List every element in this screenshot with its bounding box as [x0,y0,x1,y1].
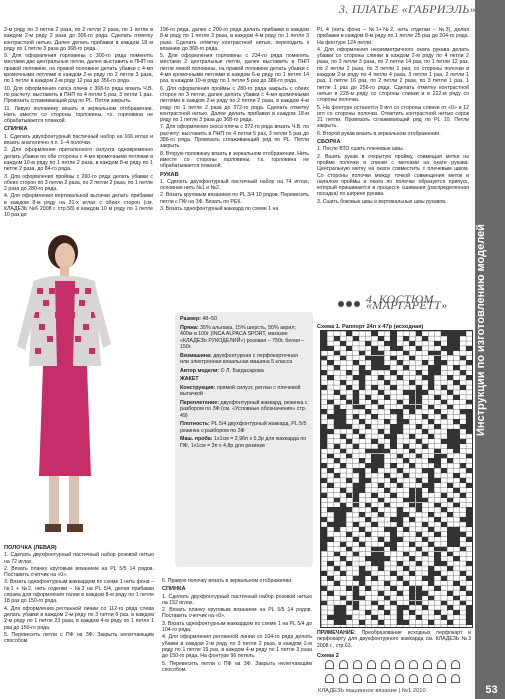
model-photo [3,226,153,541]
sidebar-text: Инструкции по изготовлению моделей [475,224,487,436]
chart-cell [422,336,428,341]
size-label: Размер: [180,316,201,322]
chart-cell [434,370,440,375]
chart-cell [378,566,384,571]
probe-value: 1х1см = 2,96п х 5,3р для жаккарда по ПФ, 1х1см = 3п х 4,8р для резинки [180,436,307,449]
chart-cell [327,483,333,488]
chart-cell [453,556,459,561]
chart-cell [327,591,333,596]
paragraph: 9. Для оформления горловины с 300-го ряда поменять местами две центральные петли, далее выставить в ПНП на правой половине, на правой половине делать убавки с 4-мя кромочными петлями в каждом 2-м ряду по 2 петли 3 раза, по 1 петле в каждом 2-м ряду 12 раз до 356-го ряда. [4,53,153,85]
chart-cell [346,346,352,351]
chart-cell [409,571,415,576]
chart-cell [466,591,472,596]
author-label: Автор модели: [180,367,220,374]
machine-label: Вязмашина: [180,352,212,359]
chart-cell [434,424,440,429]
paragraph: 6. Для оформления проймы с 280-го ряда закрыть с обеих сторон по 3 петли, далее делать убавки с 4-мя кромочными петлями в каждом 2-м ряду по 2 петли 2 раза, в каждом 4-м ряду по 1 петле 2 раза до 372-го ряда. Сделать отметку контрастной нитью. Далее делать прибавки в каждом 18-м ряду по 1 петле 3 раза до 368-го ряда. [160,85,309,124]
heading-back: СПИНКА [4,126,28,133]
machine-value: двухфонтурная с перфокарточная или электронная вязальная машина 5 класса [180,352,298,365]
paragraph: PL 4 (нить фона – №1+№2, нить отделки – №3), делая прибавки в каждом 8-м ряду по 1 петле 25 раз до 204-го ряда. На фонтуре 124 петли. [317,27,469,46]
chart-cell [403,473,409,478]
chart-cell [466,429,472,434]
chart-cell [346,454,352,459]
chart-cell [334,473,340,478]
page-number: 53 [478,682,505,699]
construction-label: Конструкция: [180,384,216,391]
chart-cell [416,454,422,459]
chart-cell [453,610,459,615]
chart-cell [434,532,440,537]
chart-cell [384,610,390,615]
paragraph: 10. Для оформления скоса плеча с 368-го ряда вязать Ч.В. по расчету: выставить в ПНП по 4 петли 5 раз, 3 петли 1 раз. Провязать сглаживающий ряд по PL. Петли закрыть. [4,85,153,105]
size-value: 48–50 [202,316,218,322]
chart-cell [428,488,434,493]
chart-cell [384,503,390,508]
middle-bottom-column [162,578,312,692]
chart-cell [428,596,434,601]
heading-sleeve: РУКАВ [160,171,179,178]
chart-cell [453,503,459,508]
chart-cell [334,581,340,586]
chart-cell [466,400,472,405]
chart-cell [460,331,466,336]
paragraph: 196-го ряда, далее с 200-го ряда делать прибавки в каждом 8-м ряду по 1 петле 3 раза, в каждом 4-м ряду по 1 петле 3 раза. Сделать отметку контрастной нитью, переходить к вязанию до 368-го ряда. [160,27,309,52]
chart-cell [447,458,453,463]
chart-cell [460,439,466,444]
chart-cell [384,556,390,561]
chart-cell [447,566,453,571]
chart-cell [397,483,403,488]
chart-cell [460,547,466,552]
chart-cell [466,620,472,625]
chart-cell [353,444,359,449]
chart-cell [453,449,459,454]
paragraph: 2. Вязать круговым вязанием по PL 3/4 10 рядов. Перевесить петли с ПФ на ЗФ. Вязать по РЕК. [160,192,309,205]
chart-cell [397,429,403,434]
paragraph: 6. Правую полочку вязать в зеркальном отображении. [162,578,293,584]
chart-cell [422,498,428,503]
note-block [317,630,471,652]
chart-cell [460,385,466,390]
chart-cell [371,576,377,581]
chart-cell [378,620,384,625]
chart-cell [397,591,403,596]
construction-value: прямой силуэт, реглан с плечевой вытачкой [180,384,301,397]
paragraph: 3. Вязать однофонтурным жаккардом по схеме 1 на PL 5/4 до 104-го ряда. [162,620,312,634]
chart-cell [466,483,472,488]
chart-cell [466,522,472,527]
chart-cell [340,571,346,576]
stitch-diagram [325,660,473,686]
paragraph: 3. Сшить боковые швы и вертикальные швы рукавов. [317,198,447,205]
chart-cell [340,522,346,527]
chart-cell [371,468,377,473]
paragraph: 1. Сделать двухфонтурный пастичный набор на 74 иглах, основная нить №1 и №2. [160,178,309,192]
density-label: Плотность: [180,421,210,427]
heading-back: СПИНКА [162,586,186,593]
chart-cell [321,601,327,606]
chart-cell [441,576,447,581]
chart-cell [403,419,409,424]
chart-cell [447,512,453,517]
heading-assembly: СБОРКА [317,139,341,146]
chart-cell [365,424,371,429]
chart-cell [409,463,415,468]
chart-cell [390,385,396,390]
paragraph: 5. Перевесить петли с ПФ на ЗФ. Закрыть нелегчающим способом. [4,631,154,645]
chart-cell [353,605,359,610]
weave-value: двухфонтурный жаккард, резинка с разбором по ЗФ (см. «Условные обозначения» стр. 49) [180,399,308,419]
chart-cell [428,385,434,390]
bullet-dots [338,301,360,307]
chart-cell [409,356,415,361]
chart-cell [416,346,422,351]
chart-cell [365,478,371,483]
chart-cell [371,414,377,419]
chart-cell [353,503,359,508]
chart-cell [403,620,409,625]
chart-cell [422,444,428,449]
chart-cell [390,547,396,552]
note-label: ПРИМЕЧАНИЕ: [317,630,356,636]
chart-cell [378,512,384,517]
chart-cell [453,395,459,400]
section-title-dress: 3. ПЛАТЬЕ «ГАБРИЭЛЬ» [339,2,476,16]
chart-cell [371,522,377,527]
chart-cell [378,463,384,468]
chart-cell [365,370,371,375]
paragraph: 4. Для оформления регланной линии со 112-го ряда слева делать убавки в каждом 2-м ряду по 3 петли 6 раз, в каждом 2-м ряду по 1 петле 23 раза, в каждом 4-м ряду по 1 петле 1 раз до 150-го ряда. [4,605,154,631]
chart-cell [434,478,440,483]
chart-cell [434,586,440,591]
woman-figure-image [3,226,153,541]
author-value: © Л. Багдасарова [220,367,264,374]
paragraph: 2. Для оформления приталенного силуэта одновременно делать убавки по обе стороны с 4-мя кромочными петлями в каждом 10-м ряду по 1 петле 2 раза, в каждом 8-м ряду по 1 петле 2 раза, до 84-го ряда. [4,147,153,173]
paragraph: 5. На фонтуре останется 9 игл со стороны слинки от «0» и 12 игл со стороны полочки. Отметить контрастной нитью сорок 21 петли. Провязать сглаживающий ряд по PL 10. Петли закрыть. [317,104,469,130]
schema-1-title: Схема 1. Раппорт 24п х 47р (исходная) [317,324,424,330]
chart-cell [346,615,352,620]
note-text: Преобразование исходных перфокарт и перфокарту для двухфонтурного жаккарда см. КЛАДЕЗЬ №3 2008 г., стр.63. [317,630,471,649]
column-2 [160,27,309,245]
chart-cell [327,375,333,380]
chart-cell [447,351,453,356]
chart-cell [359,385,365,390]
chart-cell [441,360,447,365]
probe-label: Маш. проба: [180,436,213,442]
chart-cell [466,561,472,566]
spec-box [175,312,313,567]
paragraph: 4. Для оформления несимметричного оката рукава делать убавки со стороны слинки в каждом 2-м ряду по 4 петли 2 раза, по 3 петли 3 раза, по 2 петли 14 раз, по 1 петле 12 раз, по 2 петли 2 раза, по 3 петли 1 раз; со стороны полочки в каждом 2-м ряду по 4 петли 4 раза, 3 петли 1 раз, 2 петли 1 раз, 1 петле 16 раз, по 2 петли 2 раза, по 3 петли 1 раз, 1 петле 1 раз до 256-го ряда. Сделать отметку контрастной нитью в 228-м ряду со стороны слинки и в 222-м ряду со стороны полочки. [317,46,469,104]
chart-cell [403,365,409,370]
chart-cell [340,356,346,361]
chart-cell [359,542,365,547]
chart-cell [460,493,466,498]
chart-cell [353,552,359,557]
heading-shelf: ПОЛОЧКА (ЛЕВАЯ) [4,545,57,551]
column-3 [317,27,469,289]
knitting-chart-grid [320,330,473,628]
weave-label: Переплетение: [180,399,220,406]
chart-cell [359,620,365,625]
paragraph: 2. Вязать планку круговым вязанием на PL 5/5 14 рядов. Поставить счетчик на «0». [162,607,312,620]
chart-cell [327,537,333,542]
chart-cell [441,414,447,419]
chart-cell [384,449,390,454]
paragraph: 1. Сделать двухфонтурный пастичный набор розовой нитью на 72 иглах. [4,552,154,565]
paragraph: 2. Вязать планку круговым вязанием на PL 5/5 14 рядов. Поставить счетчик на «0». [4,565,154,579]
left-bottom-column [4,543,154,691]
chart-cell [359,596,365,601]
chart-cell [466,468,472,473]
chart-cell [346,561,352,566]
chart-cell [416,615,422,620]
paragraph: 2. Вшить рукав в открытую пройму, совмещая метки на пройме полочки и спинки с метками на окате рукава. Центральную метку на окате совместить с плечевым швом. Со стороны полочки между точкой совмещения меток и началом проймы и оката по полочке образуется припуск, который пришивается в процессе сшивания (распределенная посадка) по ширине рукава. [317,153,469,198]
paragraph: 2-м ряду по 3 петли 2 раза, по 2 петли 2 раза, по 1 петле в каждом 2-м ряду 2 раза до 306-го ряда. Сделать отметку контрастной нитью. Далее делать прибавки в каждом 18 м ряду по 1 петле 3 раза до 368-го ряда. [4,27,153,52]
chart-cell [384,395,390,400]
chart-cell [334,527,340,532]
section-title-suit: 4. КОСТЮМ «МАРГАРЕТТ» [366,292,448,313]
footer: КЛАДЕЗЬ машинное вязание | №1 2010 [318,688,426,694]
chart-cell [466,360,472,365]
chart-cell [365,586,371,591]
density-value: PL 5/4 двухфонтурный жаккард, PL 5/5 резинка с разбором по ЗФ [180,421,307,434]
column-1 [4,27,153,219]
paragraph: 7. Для оформления скоса плеча с 372-го ряда вязать Ч.В. по расчету: выставить в ПНП по 4 петли 5 раз, 3 петли 5 раз до 386-го ряда. Провязать сглаживающий ряд по PL. Петли закрыть. [160,124,309,150]
chart-cell [403,527,409,532]
paragraph: 3. Вязать однофонтурным жаккардом по схеме 1 нить фона – №1 + №2, нить отделки – №3 на PL 5/4, делая прибавки справа для оформления талии в каждом 8-м ряду по 1 петле 18 раз до 150-го ряда. [4,579,154,605]
chart-cell [466,454,472,459]
chart-cell [466,346,472,351]
chart-cell [416,507,422,512]
paragraph: 4. Для оформления вертикальной вытачки делать прибавки в каждом 8-м ряду на 31-х иглах с обеих сторон (см. КЛАДЕЗЬ №6 2008 г. стр.58) в каждом 10 м ряду по 1 петле 10 раз до [4,193,153,219]
chart-cell [428,434,434,439]
chart-cell [321,547,327,552]
chart-cell [397,537,403,542]
chart-cell [321,444,327,449]
yarn-label: Пряжа: [180,324,199,331]
paragraph: 3. Вязать однофонтурный жаккард по схеме 1 на [160,206,279,213]
chart-cell [416,561,422,566]
chart-cell [390,493,396,498]
chart-cell [359,488,365,493]
chart-cell [365,532,371,537]
paragraph: 8. Вторую половинку вязать в зеркальном отображении. Нить вместе со стороны горловины, т.к. горловина не обрабатывается планкой. [160,150,309,170]
chart-cell [409,409,415,414]
chart-cell [466,375,472,380]
chart-cell [447,405,453,410]
chart-cell [453,346,459,351]
paragraph: 1. Сделать двухфонтурный пастичный набор розовой нитью на 152 иглах. [162,593,312,606]
chart-cell [441,468,447,473]
chart-cell [340,463,346,468]
chart-cell [390,444,396,449]
chart-cell [334,365,340,370]
chart-cell [428,620,434,625]
paragraph: 1. Сделать двухфонтурный пастичный набор на 166 иглах и вязать аналогично п.п. 1–4 полочки. [4,133,153,147]
paragraph: 11. Левую половинку вязать в зеркальном отображении. Нить вместе со стороны горловины, т.к. горловина не обрабатывается планкой. [4,105,153,125]
paragraph: 4. Для оформления регланной линии со 104-го ряда делать убавки в каждом 2-м ряду по 3 петли 2 раза, в каждом 2-м ряду по 1 петле 19 раз, в каждом 4-м ряду по 1 петле 3 раза до 150-го ряда. На фонтуре 96 петель. [162,634,312,660]
chart-cell [340,620,346,625]
chart-cell [409,517,415,522]
chart-cell [378,405,384,410]
chart-cell [321,493,327,498]
yarn-value: 35% альпака, 15% шерсть, 50% акрил; 400м в 100г (INCA ALPACA SPORT, магазин «КЛАДЕЗЬ РУКОДЕЛИЙ») розовая – 750г, белая – 150г. [180,324,305,350]
chart-cell [327,429,333,434]
paragraph: 5. Для оформления горловины с 234-го ряда поменять местами 2 центральные петли, далее выставить в ПНП петли левой половины, на правой половине делать убавки с 4-мя кромочными петлями в каждом 6-м ряду по 1 петле 14 раз, в каждом 10-м ряду по 1 петле 5 раз до 386-го ряда. [160,53,309,85]
paragraph: 6. Второй рукав вязать в зеркальном отображении. [317,130,441,137]
chart-cell [422,390,428,395]
paragraph: 1. После ВТО сшить плечевые швы. [317,146,405,153]
chart-cell [447,620,453,625]
chart-cell [466,576,472,581]
chart-cell [397,375,403,380]
jacket-heading: ЖАКЕТ [180,376,199,382]
chart-cell [353,336,359,341]
schema-2-title: Схема 2 [317,653,339,659]
chart-cell [466,537,472,542]
paragraph: 5. Перевесить петли с ПФ на ЗФ. Закрыть нелегчающим способом. [162,660,312,673]
chart-cell [359,434,365,439]
paragraph: 3. Для оформления проймы с 260-го ряда делать убавки с обеих сторон по 3 петли 2 раза, по 2 петли 2 раза, по 1 петле 2 раза до 280-го ряда. [4,173,153,193]
chart-cell [422,605,428,610]
chart-cell [346,507,352,512]
chart-cell [416,405,422,410]
chart-cell [422,552,428,557]
chart-cell [321,385,327,390]
